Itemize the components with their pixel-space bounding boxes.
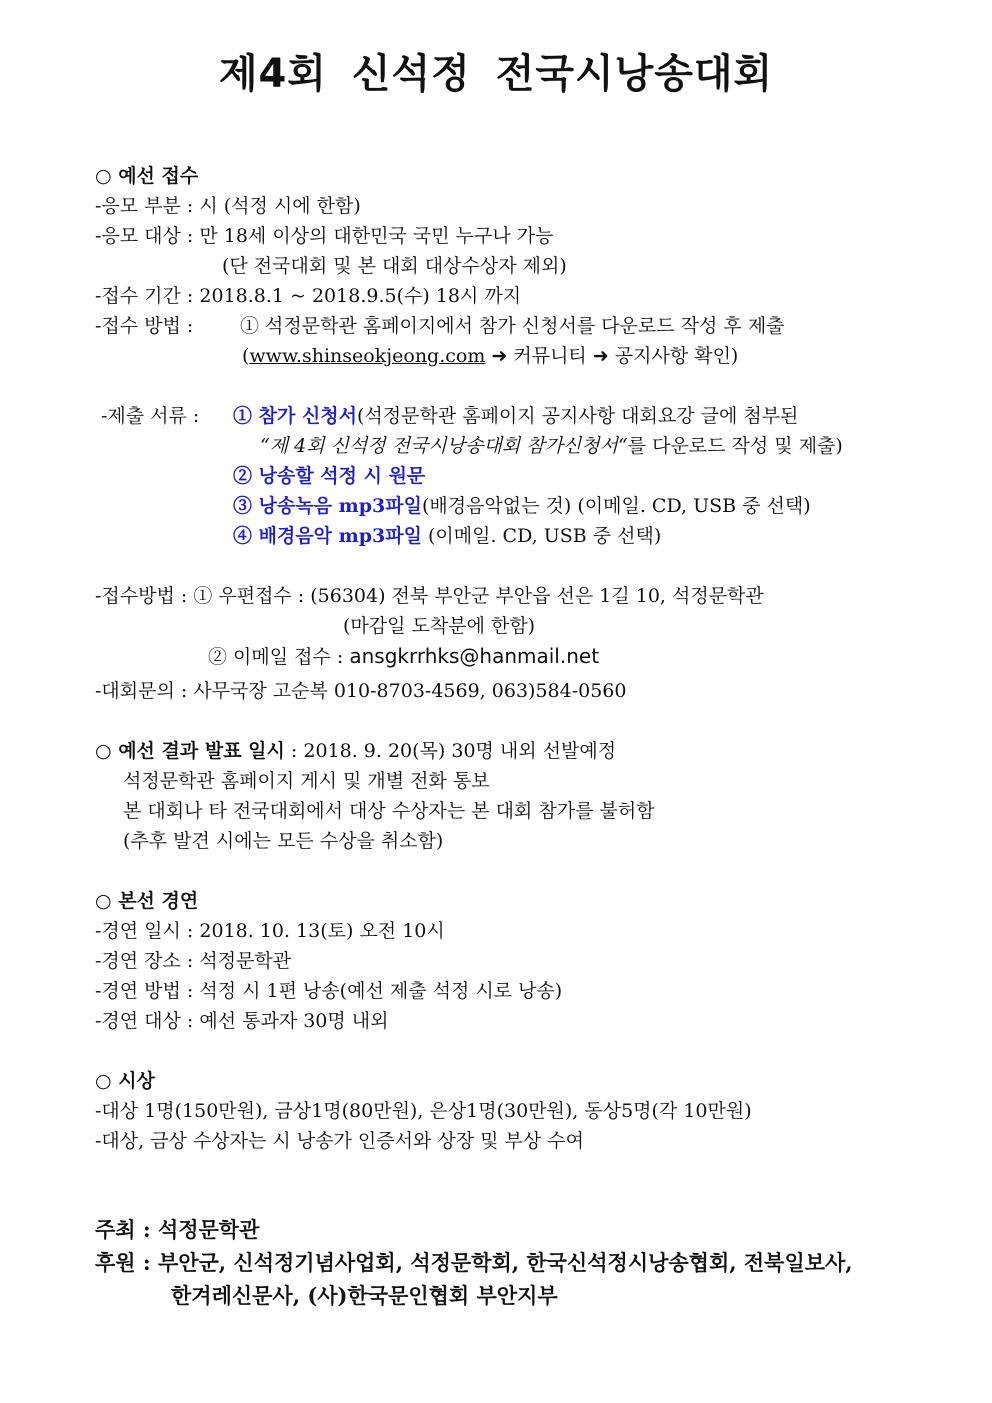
doc-1-form-rest: 를 다운로드 작성 및 제출) — [627, 435, 843, 457]
result-heading-line — [95, 737, 616, 765]
awards-line-1: -대상 1명(150만원), 금상1명(80만원), 은상1명(30만원), 동상5명(각 10만원) — [95, 1100, 752, 1122]
doc-4-title: ④ 배경음악 mp3파일 — [233, 525, 422, 547]
submit-note: (마감일 도착분에 한함) — [343, 615, 536, 637]
email-label: ② 이메일 접수 : — [208, 646, 344, 668]
link-path: ➜ 커뮤니티 ➜ 공지사항 확인) — [485, 345, 739, 367]
result-line-1: 석정문학관 홈페이지 게시 및 개별 전화 통보 — [123, 770, 490, 792]
result-date: : 2018. 9. 20(목) 30명 내외 선발예정 — [284, 740, 617, 762]
awards-heading: ○ 시상 — [95, 1070, 155, 1092]
final-heading: ○ 본선 경연 — [95, 890, 199, 912]
sponsors-line-1: 후원 : 부안군, 신석정기념사업회, 석정문학회, 한국신석정시낭송협회, 전북일보사, — [95, 1250, 853, 1275]
prelim-eligibility: -응모 대상 : 만 18세 이상의 대한민국 국민 누구나 가능 — [95, 225, 554, 247]
result-line-2: 본 대회나 타 전국대회에서 대상 수상자는 본 대회 참가를 불허함 — [123, 800, 655, 822]
doc-1-form — [260, 432, 843, 460]
doc-4 — [233, 522, 661, 550]
prelim-eligibility-note: (단 전국대회 및 본 대회 대상수상자 제외) — [222, 255, 567, 277]
doc-3 — [233, 492, 811, 520]
final-target: -경연 대상 : 예선 통과자 30명 내외 — [95, 1010, 389, 1032]
prelim-field: -응모 부분 : 시 (석정 시에 한함) — [95, 195, 361, 217]
doc-1-title: ① 참가 신청서 — [233, 405, 357, 427]
prelim-method-link-line — [242, 342, 738, 370]
doc-3-rest: (배경음악없는 것) (이메일. CD, USB 중 선택) — [421, 495, 811, 517]
host: 주최 : 석정문학관 — [95, 1217, 260, 1242]
doc-3-title: ③ 낭송녹음 mp3파일 — [233, 495, 422, 517]
submit-method: -접수방법 : ① 우편접수 : (56304) 전북 부안군 부안읍 선은 1길 10, 석정문학관 — [95, 585, 764, 607]
doc-1 — [233, 402, 798, 430]
result-line-3: (추후 발견 시에는 모든 수상을 취소함) — [123, 830, 444, 852]
final-place: -경연 장소 : 석정문학관 — [95, 950, 292, 972]
doc-4-rest: (이메일. CD, USB 중 선택) — [421, 525, 662, 547]
docs-label: -제출 서류 : — [101, 405, 200, 427]
result-heading: ○ 예선 결과 발표 일시 — [95, 740, 285, 762]
doc-2: ② 낭송할 석정 시 원문 — [233, 465, 426, 487]
prelim-method-label: -접수 방법 : — [95, 315, 194, 337]
final-method: -경연 방법 : 석정 시 1편 낭송(예선 제출 석정 시로 낭송) — [95, 980, 563, 1002]
doc-1-form-name: “제 4회 신석정 전국시낭송대회 참가신청서“ — [260, 435, 628, 457]
email-address[interactable]: ansgkrrhks@hanmail.net — [349, 644, 600, 668]
link-open-paren: ( — [242, 345, 250, 367]
doc-1-rest: (석정문학관 홈페이지 공지사항 대회요강 글에 첨부된 — [357, 405, 799, 427]
email-line — [208, 642, 599, 671]
website-link[interactable]: www.shinseokjeong.com — [249, 345, 486, 367]
page-title: 제4회 신석정 전국시낭송대회 — [218, 51, 774, 97]
prelim-method-text: ① 석정문학관 홈페이지에서 참가 신청서를 다운로드 작성 후 제출 — [240, 315, 785, 337]
sponsors-line-2: 한겨레신문사, (사)한국문인협회 부안지부 — [171, 1283, 558, 1308]
awards-line-2: -대상, 금상 수상자는 시 낭송가 인증서와 상장 및 부상 수여 — [95, 1130, 584, 1152]
final-date: -경연 일시 : 2018. 10. 13(토) 오전 10시 — [95, 920, 445, 942]
prelim-heading: ○ 예선 접수 — [95, 165, 199, 187]
contact: -대회문의 : 사무국장 고순복 010-8703-4569, 063)584-0560 — [95, 680, 627, 702]
prelim-period: -접수 기간 : 2018.8.1 ~ 2018.9.5(수) 18시 까지 — [95, 285, 522, 307]
